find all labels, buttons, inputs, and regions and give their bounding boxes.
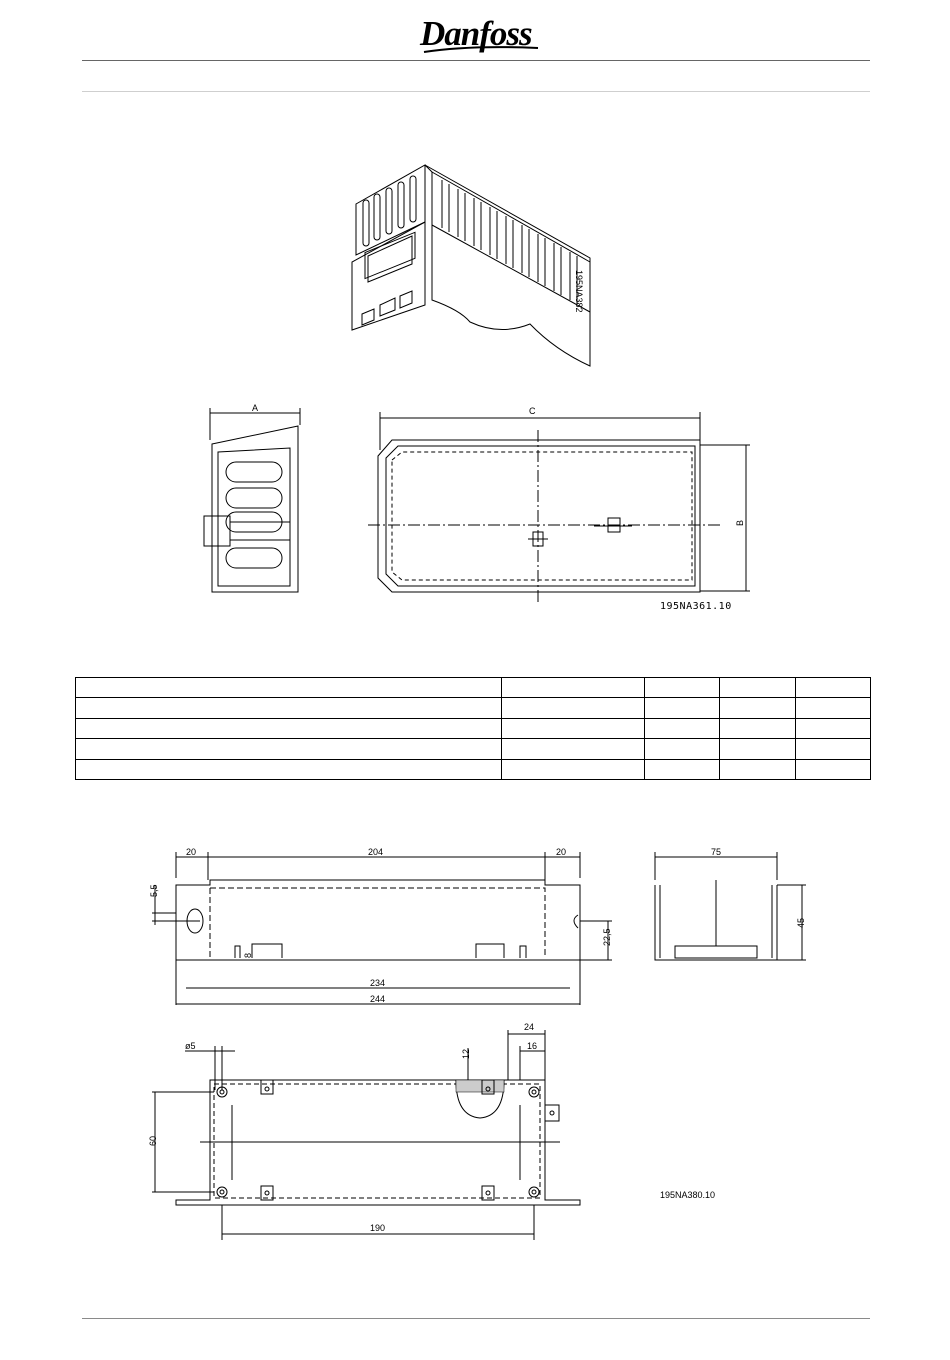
dimension-table	[75, 677, 871, 780]
dim-20-right: 20	[556, 847, 567, 857]
dim-45: 45	[796, 917, 806, 928]
table-cell	[720, 759, 796, 779]
table-cell	[645, 759, 720, 779]
iso-view-code: 195NA382	[574, 270, 584, 313]
table-cell	[720, 739, 796, 759]
table-cell	[502, 718, 645, 738]
dim-204: 204	[368, 847, 384, 857]
dim-22-5: 22,5	[602, 928, 612, 946]
dim-8: 8	[243, 952, 253, 958]
table-cell	[645, 718, 720, 738]
table-cell	[796, 739, 871, 759]
bracket-end-view	[655, 852, 806, 960]
table-cell	[502, 678, 645, 698]
dim-190: 190	[370, 1223, 386, 1233]
table-cell	[76, 739, 502, 759]
dim-phi5: ø5	[185, 1041, 196, 1051]
isometric-view	[352, 165, 590, 366]
table-cell	[796, 718, 871, 738]
table-cell	[796, 759, 871, 779]
table-cell	[502, 759, 645, 779]
table-cell	[76, 678, 502, 698]
bracket-plan-view	[152, 1030, 580, 1240]
table-cell	[796, 678, 871, 698]
table-row	[76, 718, 871, 738]
dim-234: 234	[370, 978, 386, 988]
table-cell	[720, 718, 796, 738]
table-cell	[502, 739, 645, 759]
dim-60: 60	[148, 1135, 158, 1146]
dim-24: 24	[524, 1022, 535, 1032]
dim-label-b: B	[735, 519, 745, 526]
table-row	[76, 759, 871, 779]
logo-text: Danfoss	[420, 14, 532, 53]
side-view	[204, 408, 300, 592]
table-cell	[645, 678, 720, 698]
dim-244: 244	[370, 994, 386, 1004]
dim-5-5: 5,5	[149, 884, 159, 897]
table-row	[76, 678, 871, 698]
table-row	[76, 739, 871, 759]
dim-label-a: A	[252, 403, 259, 413]
footer-rule	[82, 1318, 870, 1319]
dim-75: 75	[711, 847, 722, 857]
table-cell	[720, 678, 796, 698]
figure-2-code: 195NA380.10	[660, 1190, 716, 1200]
figure-1-drawing	[0, 0, 950, 640]
table-cell	[76, 759, 502, 779]
dim-12: 12	[461, 1048, 471, 1059]
table-cell	[502, 698, 645, 718]
table-cell	[645, 698, 720, 718]
table-cell	[796, 698, 871, 718]
table-cell	[76, 718, 502, 738]
bracket-front-view	[152, 852, 612, 1005]
table-cell	[76, 698, 502, 718]
dim-20-left: 20	[186, 847, 197, 857]
table-row	[76, 698, 871, 718]
figure-1-code: 195NA361.10	[660, 601, 732, 612]
top-view	[368, 412, 750, 602]
dim-16: 16	[527, 1041, 538, 1051]
table-cell	[645, 739, 720, 759]
dim-label-c: C	[529, 406, 536, 416]
table-cell	[720, 698, 796, 718]
